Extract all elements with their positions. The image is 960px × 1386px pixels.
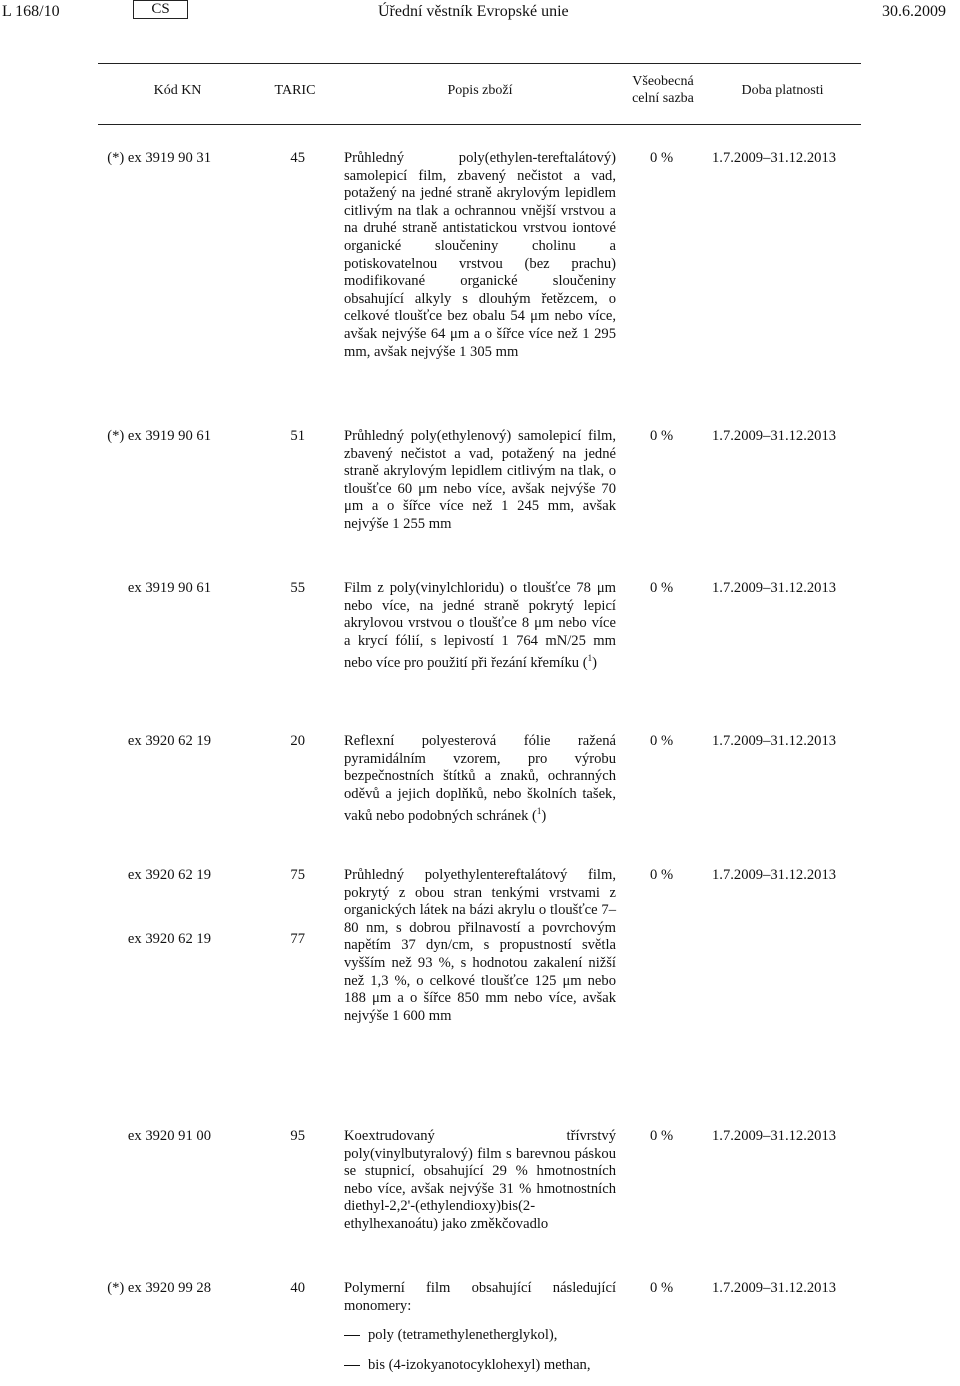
- taric-code: 51: [290, 428, 305, 444]
- column-header-taric: TARIC: [274, 82, 316, 98]
- goods-description: Film z poly(vinylchloridu) o tloušťce 78 μm nebo více, na jedné straně pokrytý lepicí akrylovou vrstvou o tloušťce 8 μm nebo více a krycí fólií, s lepivostí 1 764 mN/25 mm nebo více pro použití při řezání křemíku ($^1$): [344, 580, 616, 672]
- duty-rate: 0 %: [650, 733, 674, 749]
- taric-code: 75: [290, 867, 305, 883]
- goods-description: Průhledný poly(ethylenový) samolepicí film, zbavený nečistot a vad, potažený na jedné straně akrylovým lepidlem citlivým na tlak, o tloušťce 60 μm nebo více, avšak nejvýše 70 μm a o šířce více než 1 245 mm, avšak nejvýše 1 255 mm: [344, 428, 616, 532]
- goods-description: Polymerní film obsahující následující monomery:: [344, 1280, 616, 1314]
- goods-description: Reflexní polyesterová fólie ražená pyramidálním vzorem, pro výrobu bezpečnostních štítků a znaků, ochranných oděvů a jejich doplňků, nebo školních tašek, vaků nebo podobných schránek ($^1$): [344, 733, 616, 825]
- taric-code: 45: [290, 150, 305, 166]
- table-top-rule: [98, 63, 861, 64]
- duty-rate: 0 %: [650, 1128, 674, 1144]
- validity-period: 1.7.2009–31.12.2013: [712, 867, 837, 883]
- publication-date: 30.6.2009: [882, 3, 946, 20]
- duty-rate: 0 %: [650, 150, 674, 166]
- goods-description: Průhledný polyethylentereftalátový film, pokrytý z obou stran tenkými vrstvami z organických látek na bázi akrylu o tloušťce 7–80 nm, s dobrou přilnavostí a povrchovým napětím 37 dyn/cm, s propustností světla vyšším než 93 %, s hodnotou zakalení nižší než 1,3 %, o celkové tloušťce 125 μm nebo 188 μm a o šířce 850 mm nebo více, avšak nejvýše 1 600 mm: [344, 867, 616, 1024]
- taric-code: 77: [290, 931, 305, 947]
- taric-code: 40: [290, 1280, 305, 1296]
- page-reference: L 168/10: [2, 3, 60, 20]
- duty-rate: 0 %: [650, 580, 674, 596]
- taric-code: 95: [290, 1128, 305, 1144]
- validity-period: 1.7.2009–31.12.2013: [712, 733, 837, 749]
- validity-period: 1.7.2009–31.12.2013: [712, 428, 837, 444]
- dash-marker: [344, 1365, 360, 1366]
- page-header: [0, 0, 960, 24]
- column-header-kn: Kód KN: [153, 82, 202, 98]
- taric-code: 55: [290, 580, 305, 596]
- goods-description: Průhledný poly(ethylen-tereftalátový) samolepicí film, zbavený nečistot a vad, potažený na jedné straně akrylovým lepidlem citlivým na tlak a ochrannou vnější vrstvou a na druhé straně antistatickou vrstvou iontové organické sloučeniny cholinu a potiskovatelnou vrstvou (bez prachu) modifikované organické sloučeniny obsahující alkyly s dlouhým řetězcem, o celkové tloušťce bez obalu 54 μm nebo více, avšak nejvýše 64 μm a o šířce více než 1 295 mm, avšak nejvýše 1 305 mm: [344, 150, 616, 360]
- dash-marker: [344, 1335, 360, 1336]
- kn-code: ex 3920 62 19: [127, 931, 211, 947]
- validity-period: 1.7.2009–31.12.2013: [712, 150, 837, 166]
- kn-code: (*) ex 3919 90 31: [107, 150, 211, 166]
- kn-code: (*) ex 3919 90 61: [107, 428, 211, 444]
- duty-rate: 0 %: [650, 1280, 674, 1296]
- journal-title: Úřední věstník Evropské unie: [378, 3, 569, 20]
- column-header-validity: Doba platnosti: [741, 82, 824, 98]
- column-header-rate: Všeobecná celní sazba: [632, 74, 694, 106]
- duty-rate: 0 %: [650, 867, 674, 883]
- validity-period: 1.7.2009–31.12.2013: [712, 580, 837, 596]
- list-item: bis (4-izokyanotocyklohexyl) methan,: [344, 1357, 591, 1375]
- footnote-marker: 1: [587, 653, 593, 664]
- goods-description: Koextrudovaný třívrstvý poly(vinylbutyralový) film s barevnou páskou se stupnicí, obsahující 29 % hmotnostních nebo více, avšak nejvýše 31 % hmotnostních diethyl-2,2'-(ethylendioxy)bis(2-ethylhexanoátu) jako změkčovadlo: [344, 1128, 616, 1232]
- kn-code: ex 3920 62 19: [127, 867, 211, 883]
- kn-code: ex 3919 90 61: [127, 580, 211, 596]
- footnote-marker: 1: [536, 806, 542, 817]
- list-item: poly (tetramethylenetherglykol),: [344, 1327, 557, 1345]
- language-code-box: CS: [133, 0, 188, 19]
- validity-period: 1.7.2009–31.12.2013: [712, 1280, 837, 1296]
- duty-rate: 0 %: [650, 428, 674, 444]
- kn-code: ex 3920 91 00: [127, 1128, 211, 1144]
- kn-code: (*) ex 3920 99 28: [107, 1280, 211, 1296]
- validity-period: 1.7.2009–31.12.2013: [712, 1128, 837, 1144]
- column-header-description: Popis zboží: [447, 82, 513, 98]
- kn-code: ex 3920 62 19: [127, 733, 211, 749]
- taric-code: 20: [290, 733, 305, 749]
- table-header-rule: [98, 124, 861, 125]
